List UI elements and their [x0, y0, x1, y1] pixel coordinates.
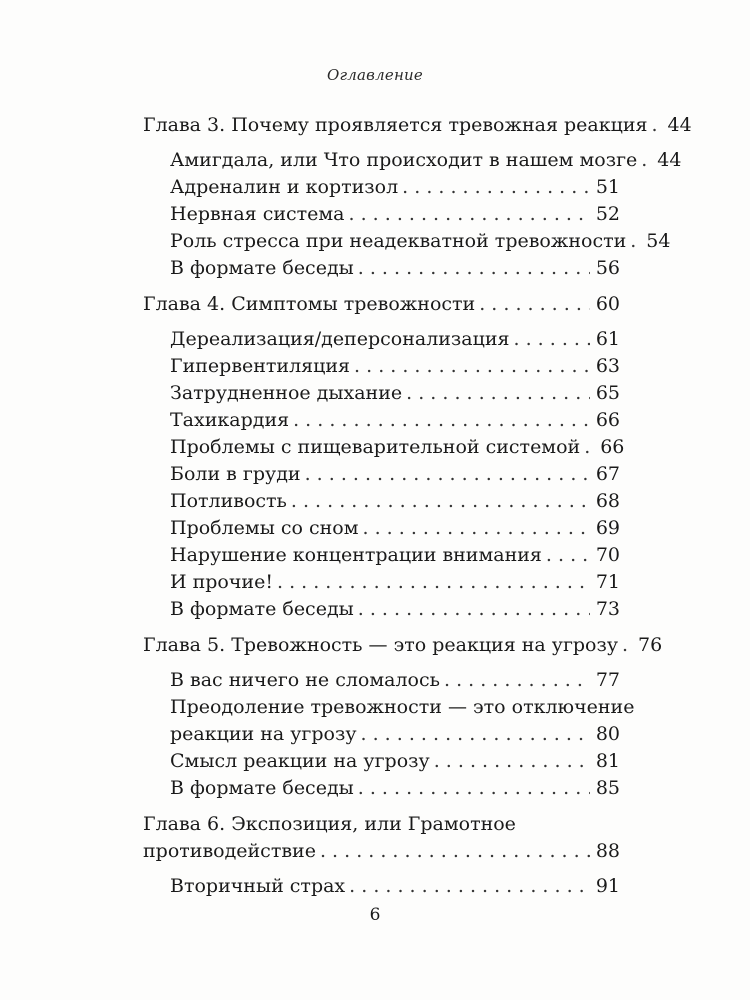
dot-leader [363, 515, 590, 542]
toc-entry-title: Проблемы со сном [170, 517, 359, 539]
toc-section-entry [143, 569, 620, 596]
toc-entry-title: Роль стресса при неадекватной тревожности [170, 230, 627, 252]
toc-section-entry [143, 326, 620, 353]
toc-chapter-entry [143, 632, 663, 659]
running-head: Оглавление [327, 66, 423, 84]
toc-section-entry [143, 873, 620, 900]
toc-entry-title: Дереализация/деперсонализация [170, 328, 510, 350]
toc-section-entry [143, 380, 620, 407]
dot-leader [479, 291, 590, 318]
toc-page-number: 81 [595, 750, 620, 772]
toc-entry-title: Амигдала, или Что происходит в нашем мозге [170, 149, 638, 171]
toc-entry-title: Глава 6. Экспозиция, или Грамотное [143, 813, 516, 835]
toc-entry-title: И прочие! [170, 571, 273, 593]
toc-entry-title: Нервная система [170, 203, 345, 225]
dot-leader [630, 228, 640, 255]
toc-entry-title: В вас ничего не сломалось [170, 669, 440, 691]
toc-page-number: 54 [646, 230, 671, 252]
toc-entry-title: Глава 5. Тревожность — это реакция на угрозу [143, 634, 619, 656]
toc-section-entry [143, 407, 620, 434]
toc-page-number: 60 [595, 293, 620, 315]
toc-chapter-line [143, 811, 620, 838]
toc-entry-title: В формате беседы [170, 598, 354, 620]
dot-leader [361, 721, 590, 748]
toc-entry-title: Тахикардия [170, 409, 290, 431]
toc-section-entry [143, 667, 620, 694]
toc-entry-title: Глава 4. Симптомы тревожности [143, 293, 476, 315]
dot-leader [305, 461, 590, 488]
toc-entry-title: В формате беседы [170, 257, 354, 279]
toc-section-entry [143, 596, 620, 623]
toc-section-entry [143, 515, 620, 542]
toc-page-number: 44 [657, 149, 682, 171]
toc-section-entry [143, 748, 620, 775]
toc-page-number: 67 [595, 463, 620, 485]
toc-section-entry [143, 461, 620, 488]
table-of-contents [143, 112, 692, 900]
toc-entry-title: Преодоление тревожности — это отключение [170, 696, 635, 718]
dot-leader [358, 596, 590, 623]
toc-section-entry [143, 228, 671, 255]
toc-entry-title: Адреналин и кортизол [170, 176, 399, 198]
toc-page-number: 66 [600, 436, 625, 458]
toc-page-number: 76 [638, 634, 663, 656]
dot-leader [358, 255, 590, 282]
toc-page-number: 70 [595, 544, 620, 566]
toc-page-number: 73 [595, 598, 620, 620]
toc-entry-title: Гипервентиляция [170, 355, 351, 377]
dot-leader [349, 201, 590, 228]
dot-leader [354, 353, 590, 380]
toc-page-number: 85 [595, 777, 620, 799]
toc-entry-title: Глава 3. Почему проявляется тревожная реакция [143, 114, 648, 136]
dot-leader [546, 542, 590, 569]
toc-entry-title: реакции на угрозу [170, 723, 357, 745]
toc-entry-title: Смысл реакции на угрозу [170, 750, 430, 772]
dot-leader [320, 838, 590, 865]
dot-leader [434, 748, 590, 775]
toc-section-entry [143, 147, 682, 174]
toc-page-number: 88 [595, 840, 620, 862]
dot-leader [444, 667, 590, 694]
toc-page-number: 91 [595, 875, 620, 897]
toc-page-number: 51 [595, 176, 620, 198]
toc-section-entry [143, 174, 620, 201]
toc-chapter-entry [143, 112, 692, 139]
dot-leader [349, 873, 590, 900]
toc-page-number: 77 [595, 669, 620, 691]
dot-leader [641, 147, 651, 174]
toc-page-number: 68 [595, 490, 620, 512]
dot-leader [358, 775, 590, 802]
toc-section-entry [143, 721, 620, 748]
toc-page-number: 65 [595, 382, 620, 404]
toc-page-number: 69 [595, 517, 620, 539]
dot-leader [406, 380, 590, 407]
toc-page-number: 71 [595, 571, 620, 593]
toc-entry-title: Проблемы с пищеварительной системой [170, 436, 581, 458]
dot-leader [514, 326, 590, 353]
toc-section-entry [143, 255, 620, 282]
toc-page-number: 80 [595, 723, 620, 745]
page-number: 6 [369, 905, 381, 925]
toc-entry-title: Нарушение концентрации внимания [170, 544, 542, 566]
toc-page-number: 66 [595, 409, 620, 431]
dot-leader [651, 112, 661, 139]
toc-section-entry [143, 201, 620, 228]
toc-entry-title: Вторичный страх [170, 875, 346, 897]
dot-leader [291, 488, 590, 515]
toc-entry-title: противодействие [143, 840, 316, 862]
toc-section-entry [143, 488, 620, 515]
toc-section-line [143, 694, 635, 721]
dot-leader [277, 569, 590, 596]
toc-section-entry [143, 434, 625, 461]
toc-section-entry [143, 353, 620, 380]
dot-leader [622, 632, 632, 659]
toc-section-entry [143, 542, 620, 569]
toc-page-number: 63 [595, 355, 620, 377]
toc-entry-title: В формате беседы [170, 777, 354, 799]
dot-leader [402, 174, 590, 201]
toc-entry-title: Боли в груди [170, 463, 301, 485]
toc-entry-title: Затрудненное дыхание [170, 382, 403, 404]
toc-chapter-entry [143, 291, 620, 318]
toc-entry-title: Потливость [170, 490, 287, 512]
toc-page-number: 52 [595, 203, 620, 225]
dot-leader [584, 434, 594, 461]
toc-chapter-entry [143, 838, 620, 865]
toc-page-number: 56 [595, 257, 620, 279]
toc-section-entry [143, 775, 620, 802]
toc-page-number: 44 [667, 114, 692, 136]
dot-leader [293, 407, 590, 434]
toc-page-number: 61 [595, 328, 620, 350]
